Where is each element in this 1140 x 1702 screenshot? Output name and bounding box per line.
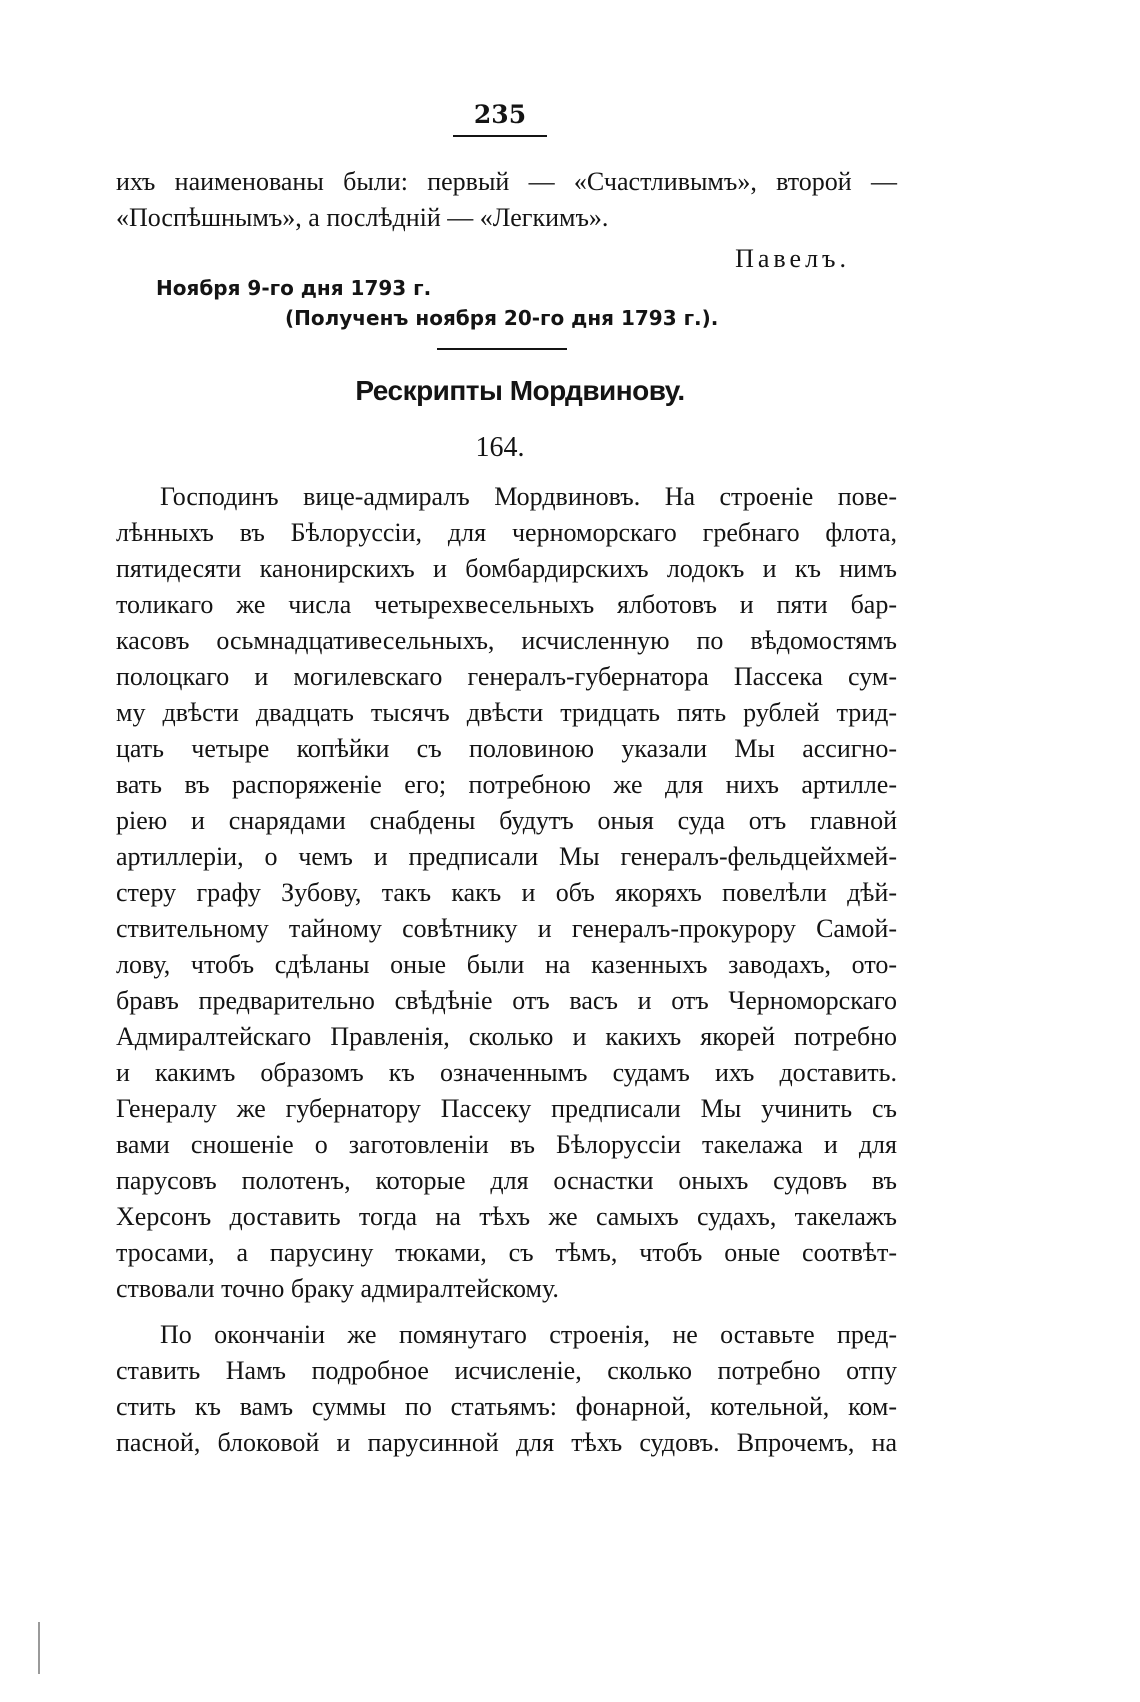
text-line: ствовали точно браку адмиралтейскому.: [116, 1274, 559, 1303]
text-line: Херсонъ доставить тогда на тѣхъ же самыхъ судахъ, такелажъ: [116, 1202, 897, 1231]
text-line: полоцкаго и могилевскаго генералъ-губернатора Пассека сум-: [116, 662, 897, 691]
margin-mark: [38, 1622, 40, 1674]
header-rule: [453, 135, 547, 137]
text-line: стить къ вамъ суммы по статьямъ: фонарной, котельной, ком-: [116, 1392, 897, 1421]
text-line: Адмиралтейскаго Правленія, сколько и какихъ якорей потребно: [116, 1022, 897, 1051]
text-line: цать четыре копѣйки съ половиною указали Мы ассигно-: [116, 734, 897, 763]
received-line: (Полученъ ноября 20-го дня 1793 г.).: [285, 306, 719, 330]
text-line: тросами, а парусину тюками, съ тѣмъ, чтобъ оные соотвѣт-: [116, 1238, 897, 1267]
signature: Павелъ.: [735, 244, 850, 273]
text-line: Господинъ вице-адмиралъ Мордвиновъ. На строеніе пове-: [160, 482, 897, 511]
text-line: артиллеріи, о чемъ и предписали Мы генералъ-фельдцейхмей-: [116, 842, 897, 871]
text-line: Генералу же губернатору Пассеку предписали Мы учинить съ: [116, 1094, 897, 1123]
text-line: и какимъ образомъ къ означеннымъ судамъ ихъ доставить.: [116, 1058, 897, 1087]
text-line: лову, чтобъ сдѣланы оные были на казенныхъ заводахъ, ото-: [116, 950, 897, 979]
text-line: ствительному тайному совѣтнику и генералъ-прокурору Самой-: [116, 914, 897, 943]
document-number: 164.: [475, 432, 525, 463]
page-number: 235: [473, 100, 527, 129]
date-line: Ноября 9-го дня 1793 г.: [156, 276, 432, 300]
text-line: вать въ распоряженіе его; потребною же для нихъ артилле-: [116, 770, 897, 799]
text-line: ріею и снарядами снабдены будутъ оныя суда отъ главной: [116, 806, 897, 835]
text-line: парусовъ полотенъ, которые для оснастки оныхъ судовъ въ: [116, 1166, 897, 1195]
text-line: стеру графу Зубову, такъ какъ и объ якоряхъ повелѣли дѣй-: [116, 878, 897, 907]
text-line: ставить Намъ подробное исчисленіе, сколько потребно отпу: [116, 1356, 897, 1385]
text-line: толикаго же числа четырехвесельныхъ ялботовъ и пяти бар-: [116, 590, 897, 619]
text-line: ихъ наименованы были: первый — «Счастливымъ», второй —: [116, 167, 897, 196]
text-line: касовъ осьмнадцативесельныхъ, исчисленную по вѣдомостямъ: [116, 626, 897, 655]
text-line: бравъ предварительно свѣдѣніе отъ васъ и отъ Черноморскаго: [116, 986, 897, 1015]
text-line: лѣнныхъ въ Бѣлоруссіи, для черноморскаго гребнаго флота,: [116, 518, 897, 547]
text-line: пасной, блоковой и парусинной для тѣхъ судовъ. Впрочемъ, на: [116, 1428, 897, 1457]
text-line: пятидесяти канонирскихъ и бомбардирскихъ лодокъ и къ нимъ: [116, 554, 897, 583]
section-title: Рескрипты Мордвинову.: [355, 375, 685, 406]
text-line: му двѣсти двадцать тысячъ двѣсти тридцать пять рублей трид-: [116, 698, 897, 727]
text-line: По окончаніи же помянутаго строенія, не оставьте пред-: [160, 1320, 897, 1349]
text-line: «Поспѣшнымъ», а послѣдній — «Легкимъ».: [116, 203, 609, 232]
text-line: вами сношеніе о заготовленіи въ Бѣлоруссіи такелажа и для: [116, 1130, 897, 1159]
section-divider: [437, 348, 567, 350]
